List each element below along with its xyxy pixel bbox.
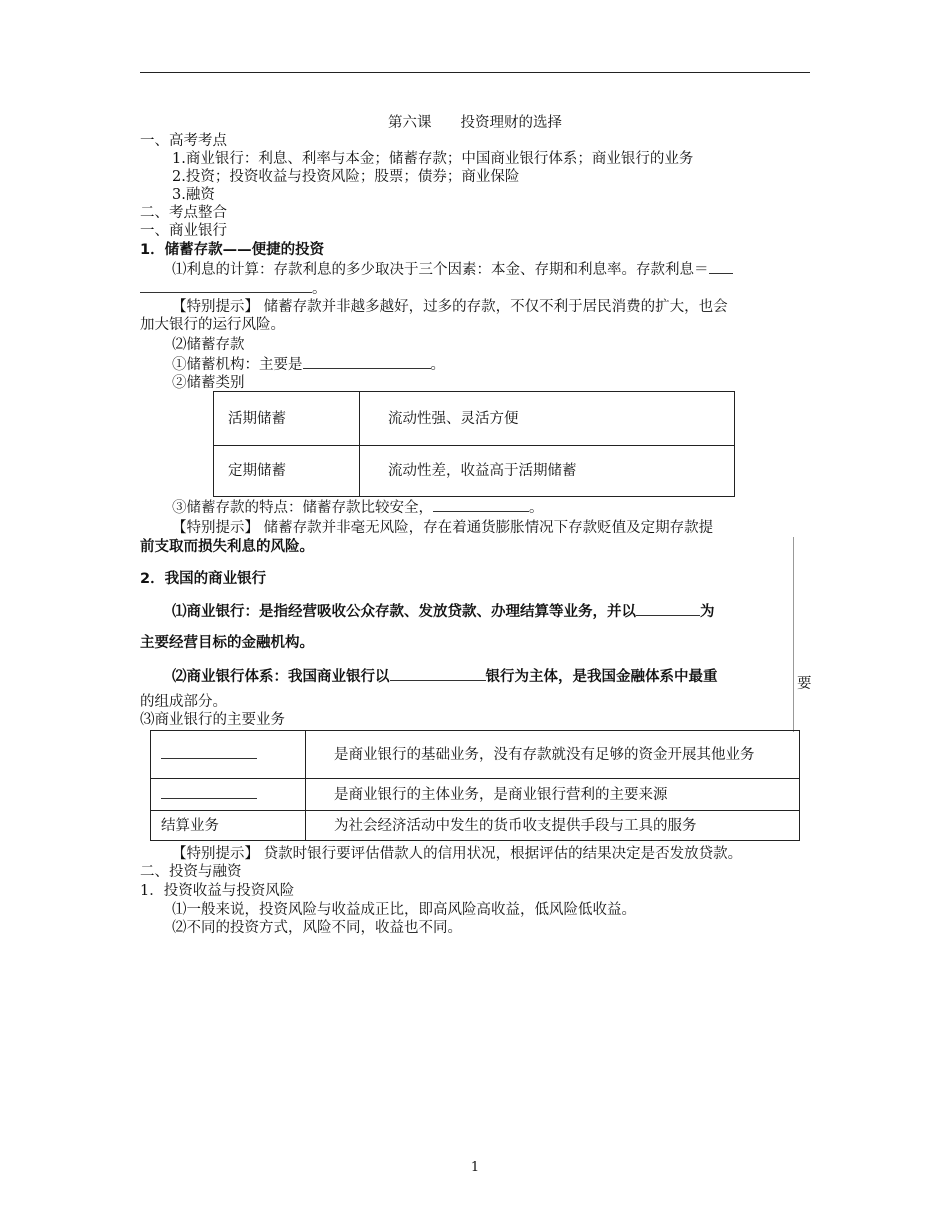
bank-system-cont: 的组成部分。 (140, 694, 227, 710)
section-heading: 二、考点整合 (140, 205, 227, 221)
table-cell: 为社会经济活动中发生的货币收支提供手段与工具的服务 (306, 811, 800, 841)
exam-point-1: 1.商业银行：利息、利率与本金；储蓄存款；中国商业银行体系；商业银行的业务 (172, 151, 694, 167)
sub-item-text: ③储蓄存款的特点：储蓄存款比较安全， (172, 500, 433, 516)
table-cell: 定期储蓄 (214, 446, 360, 497)
exam-point-3: 3.融资 (172, 187, 215, 203)
subsection-heading: 2．我国的商业银行 (140, 571, 267, 587)
tip-line: 加大银行的运行风险。 (140, 317, 285, 333)
table-cell: 是商业银行的主体业务，是商业银行营利的主要来源 (306, 779, 800, 811)
definition-text: ⑴商业银行：是指经营吸收公众存款、发放贷款、办理结算等业务，并以 (172, 604, 636, 620)
bank-definition-cont: 主要经营目标的金融机构。 (140, 635, 314, 651)
sub-item: ②储蓄类别 (172, 375, 245, 391)
interest-calc-line (172, 260, 733, 279)
overflow-char: 要 (797, 676, 812, 692)
definition-text: 为 (700, 604, 715, 620)
table-row (214, 392, 735, 446)
table-row (151, 811, 800, 841)
table-row (151, 779, 800, 811)
sub-item: ⑵储蓄存款 (172, 337, 245, 353)
sub-item: ⑵不同的投资方式，风险不同，收益也不同。 (172, 920, 462, 936)
fill-blank[interactable] (390, 667, 486, 681)
exam-point-2: 2.投资；投资收益与投资风险；股票；债券；商业保险 (172, 169, 520, 185)
interest-calc-cont (140, 279, 327, 298)
fill-blank[interactable] (161, 785, 257, 799)
bank-system-line (172, 667, 718, 686)
subsection-heading: 1．投资收益与投资风险 (140, 883, 295, 899)
period: 。 (430, 357, 445, 373)
table-cell (151, 731, 306, 779)
fill-blank[interactable] (433, 498, 529, 512)
sub-item-text: ①储蓄机构：主要是 (172, 357, 303, 373)
system-text: 银行为主体，是我国金融体系中最重 (485, 669, 718, 685)
fill-blank[interactable] (161, 745, 257, 759)
sub-item (172, 498, 544, 517)
table-cell: 流动性强、灵活方便 (360, 392, 735, 446)
tip-line: 前支取而损失利息的风险。 (140, 539, 314, 555)
section-heading: 一、高考考点 (140, 133, 227, 149)
tip-line: 【特别提示】 贷款时银行要评估借款人的信用状况，根据评估的结果决定是否发放贷款。 (172, 846, 743, 862)
header-rule (140, 72, 810, 73)
period: 。 (312, 281, 327, 297)
system-text: ⑵商业银行体系：我国商业银行以 (172, 669, 390, 685)
table-cell: 结算业务 (151, 811, 306, 841)
fill-blank[interactable] (140, 279, 312, 293)
margin-line (793, 537, 794, 732)
section-heading: 一、商业银行 (140, 223, 227, 239)
section-heading: 二、投资与融资 (140, 864, 242, 880)
table-row (151, 731, 800, 779)
savings-type-table (213, 391, 735, 497)
table-row (214, 446, 735, 497)
fill-blank[interactable] (303, 355, 431, 369)
table-cell (151, 779, 306, 811)
bank-definition-line (172, 602, 715, 621)
table-cell: 活期储蓄 (214, 392, 360, 446)
subsection-heading: 1．储蓄存款——便捷的投资 (140, 242, 325, 258)
sub-item: ⑴一般来说，投资风险与收益成正比，即高风险高收益，低风险低收益。 (172, 902, 636, 918)
tip-line: 【特别提示】 储蓄存款并非毫无风险，存在着通货膨胀情况下存款贬值及定期存款提 (172, 520, 714, 536)
bank-business-table (150, 730, 800, 841)
page-number: 1 (470, 1160, 480, 1175)
table-cell: 流动性差，收益高于活期储蓄 (360, 446, 735, 497)
sub-item: ⑶商业银行的主要业务 (140, 712, 285, 728)
interest-calc-text: ⑴利息的计算：存款利息的多少取决于三个因素：本金、存期和利息率。存款利息＝ (172, 262, 709, 278)
page-title: 第六课 投资理财的选择 (388, 115, 562, 131)
tip-line: 【特别提示】 储蓄存款并非越多越好，过多的存款，不仅不利于居民消费的扩大，也会 (172, 299, 728, 315)
fill-blank[interactable] (709, 260, 733, 274)
table-cell: 是商业银行的基础业务，没有存款就没有足够的资金开展其他业务 (306, 731, 800, 779)
period: 。 (529, 500, 544, 516)
fill-blank[interactable] (636, 602, 700, 616)
sub-item (172, 355, 445, 374)
